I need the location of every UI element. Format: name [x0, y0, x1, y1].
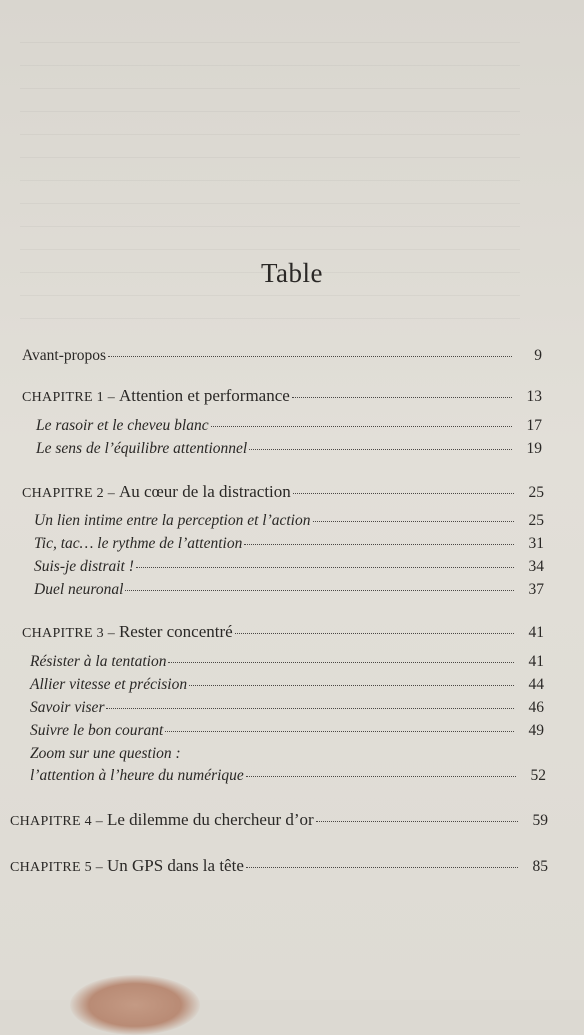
toc-page-number: 31	[528, 535, 544, 552]
toc-chapter-4	[10, 810, 548, 830]
toc-page-number: 41	[528, 653, 544, 670]
leader-dots	[313, 521, 515, 522]
toc-page-number: 59	[532, 812, 548, 829]
chapter-title: Un GPS dans la tête	[106, 856, 244, 875]
leader-dots	[106, 708, 514, 709]
toc-chapter-heading	[10, 810, 314, 830]
toc-section	[30, 676, 544, 694]
toc-section	[34, 535, 544, 553]
chapter-title: Rester concentré	[118, 622, 233, 641]
toc-chapter-3	[22, 622, 544, 642]
toc-section-label: Suis-je distrait !	[34, 558, 134, 575]
toc-page-number: 25	[528, 484, 544, 501]
toc-page-number: 85	[532, 858, 548, 875]
leader-dots	[168, 662, 514, 663]
toc-page-number: 52	[530, 767, 546, 784]
chapter-number: CHAPITRE 1 –	[22, 390, 116, 405]
chapter-number: CHAPITRE 4 –	[10, 814, 104, 829]
chapter-title: Au cœur de la distraction	[118, 482, 291, 501]
toc-page-number: 9	[534, 347, 542, 364]
toc-section-label: Duel neuronal	[34, 581, 124, 598]
toc-page-number: 34	[528, 558, 544, 575]
toc-section-label: Tic, tac… le rythme de l’attention	[34, 535, 243, 552]
toc-section	[30, 653, 544, 671]
leader-dots	[211, 426, 512, 427]
toc-entry-avant-propos	[22, 347, 542, 365]
toc-section-label: Résister à la tentation	[30, 653, 167, 670]
toc-section	[34, 558, 544, 576]
leader-dots	[249, 449, 512, 450]
leader-dots	[189, 685, 514, 686]
page-title: Table	[260, 258, 324, 288]
toc-entry-label: Avant-propos	[22, 347, 107, 364]
leader-dots	[316, 821, 518, 822]
toc-section-label: Un lien intime entre la perception et l’action	[34, 512, 311, 529]
toc-section-label: l’attention à l’heure du numérique	[30, 767, 244, 784]
leader-dots	[246, 776, 516, 777]
toc-chapter-heading	[10, 856, 244, 876]
toc-page-number: 19	[526, 440, 542, 457]
toc-section	[34, 581, 544, 599]
leader-dots	[165, 731, 514, 732]
toc-page-number: 41	[528, 624, 544, 641]
toc-page-number: 49	[528, 722, 544, 739]
chapter-number: CHAPITRE 3 –	[22, 626, 116, 641]
leader-dots	[136, 567, 514, 568]
toc-section	[34, 512, 544, 530]
toc-chapter-2	[22, 482, 544, 502]
toc-page-number: 13	[526, 388, 542, 405]
toc-section-label: Le rasoir et le cheveu blanc	[36, 417, 209, 434]
toc-section-label: Le sens de l’équilibre attentionnel	[36, 440, 248, 457]
leader-dots	[292, 397, 512, 398]
thumb-finger	[70, 975, 200, 1035]
toc-section-label-line1: Zoom sur une question :	[30, 745, 181, 762]
toc-section	[30, 699, 544, 717]
toc-page-number: 17	[526, 417, 542, 434]
toc-page-number: 37	[528, 581, 544, 598]
toc-chapter-heading	[22, 622, 233, 642]
toc-chapter-1	[22, 386, 542, 406]
toc-section-label: Allier vitesse et précision	[30, 676, 188, 693]
chapter-title: Attention et performance	[118, 386, 290, 405]
leader-dots	[235, 633, 514, 634]
toc-section-label: Suivre le bon courant	[30, 722, 164, 739]
toc-page-number: 44	[528, 676, 544, 693]
toc-section	[30, 722, 544, 740]
toc-chapter-5	[10, 856, 548, 876]
leader-dots	[244, 544, 514, 545]
toc-page-number: 46	[528, 699, 544, 716]
leader-dots	[293, 493, 514, 494]
toc-section	[36, 417, 542, 435]
toc-page-number: 25	[528, 512, 544, 529]
chapter-number: CHAPITRE 2 –	[22, 486, 116, 501]
toc-section	[36, 440, 542, 458]
chapter-number: CHAPITRE 5 –	[10, 860, 104, 875]
leader-dots	[108, 356, 512, 357]
toc-chapter-heading	[22, 482, 291, 502]
toc-chapter-heading	[22, 386, 290, 406]
chapter-title: Le dilemme du chercheur d’or	[106, 810, 314, 829]
toc-section-label: Savoir viser	[30, 699, 105, 716]
leader-dots	[125, 590, 514, 591]
toc-section	[30, 767, 546, 785]
leader-dots	[246, 867, 518, 868]
